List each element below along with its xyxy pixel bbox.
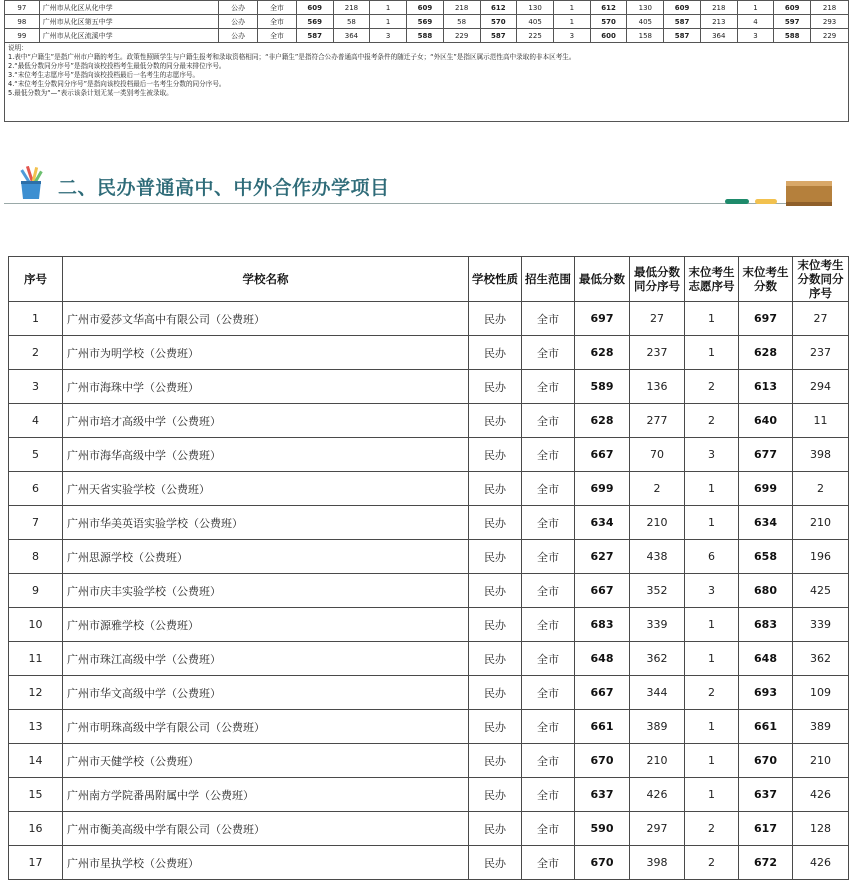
cell-no: 99 bbox=[5, 29, 40, 43]
header-school: 学校名称 bbox=[63, 257, 469, 302]
cell-min-rank: 344 bbox=[630, 676, 685, 710]
table-row bbox=[9, 540, 849, 574]
cell-type: 民办 bbox=[469, 778, 522, 812]
cell-last-rank: 109 bbox=[793, 676, 849, 710]
cell-c11: 405 bbox=[517, 15, 554, 29]
cell-min-rank: 277 bbox=[630, 404, 685, 438]
cell-c12: 3 bbox=[553, 29, 590, 43]
cell-last-rank: 425 bbox=[793, 574, 849, 608]
cell-no: 8 bbox=[9, 540, 63, 574]
cell-last-rank: 339 bbox=[793, 608, 849, 642]
cell-c7: 3 bbox=[370, 29, 407, 43]
table-row bbox=[9, 710, 849, 744]
cell-type: 民办 bbox=[469, 404, 522, 438]
cell-type: 民办 bbox=[469, 302, 522, 336]
cell-last-rank: 210 bbox=[793, 744, 849, 778]
table-row bbox=[9, 608, 849, 642]
cell-no: 98 bbox=[5, 15, 40, 29]
table-row bbox=[9, 506, 849, 540]
table-row bbox=[9, 778, 849, 812]
note-line: 3.“末位考生志愿序号”是指向该校投档最后一名考生的志愿序号。 bbox=[8, 71, 200, 79]
cell-c10: 570 bbox=[480, 15, 517, 29]
cell-min-score: 590 bbox=[575, 812, 630, 846]
cell-min-score: 628 bbox=[575, 336, 630, 370]
cell-c13: 570 bbox=[590, 15, 627, 29]
table-row bbox=[9, 812, 849, 846]
cell-last-choice: 2 bbox=[685, 404, 739, 438]
table-row bbox=[9, 302, 849, 336]
cell-school: 广州市明珠高级中学有限公司（公费班） bbox=[63, 710, 469, 744]
cell-range: 全市 bbox=[522, 438, 575, 472]
note-line: 5.最低分数为“—”表示该条计划无某一类别考生被录取。 bbox=[8, 89, 173, 97]
cell-school: 广州市星执学校（公费班） bbox=[63, 846, 469, 880]
cell-type: 民办 bbox=[469, 370, 522, 404]
cell-last-choice: 2 bbox=[685, 676, 739, 710]
cell-no: 3 bbox=[9, 370, 63, 404]
cell-last-score: 699 bbox=[739, 472, 793, 506]
cell-type: 民办 bbox=[469, 506, 522, 540]
admission-table bbox=[8, 256, 849, 880]
note-line: 说明： bbox=[8, 44, 28, 52]
cell-min-score: 670 bbox=[575, 744, 630, 778]
cell-type: 民办 bbox=[469, 472, 522, 506]
cell-last-choice: 1 bbox=[685, 744, 739, 778]
cell-last-score: 628 bbox=[739, 336, 793, 370]
cell-min-rank: 339 bbox=[630, 608, 685, 642]
book-stack-decoration bbox=[725, 180, 837, 206]
cell-no: 6 bbox=[9, 472, 63, 506]
cell-min-rank: 237 bbox=[630, 336, 685, 370]
cell-last-score: 693 bbox=[739, 676, 793, 710]
cell-c14: 405 bbox=[627, 15, 664, 29]
cell-min-rank: 210 bbox=[630, 744, 685, 778]
header-min-score: 最低分数 bbox=[575, 257, 630, 302]
cell-no: 16 bbox=[9, 812, 63, 846]
header-no: 序号 bbox=[9, 257, 63, 302]
cell-range: 全市 bbox=[522, 778, 575, 812]
cell-min-score: 667 bbox=[575, 676, 630, 710]
cell-c17: 4 bbox=[737, 15, 774, 29]
cell-c14: 158 bbox=[627, 29, 664, 43]
section-divider bbox=[4, 203, 827, 204]
cell-range: 全市 bbox=[522, 336, 575, 370]
cell-last-score: 661 bbox=[739, 710, 793, 744]
cell-c13: 600 bbox=[590, 29, 627, 43]
cell-last-choice: 2 bbox=[685, 846, 739, 880]
cell-type: 民办 bbox=[469, 812, 522, 846]
cell-school: 广州市爱莎文华高中有限公司（公费班） bbox=[63, 302, 469, 336]
cell-no: 14 bbox=[9, 744, 63, 778]
cell-min-score: 683 bbox=[575, 608, 630, 642]
cell-type: 民办 bbox=[469, 574, 522, 608]
cell-last-score: 697 bbox=[739, 302, 793, 336]
continued-table-body bbox=[5, 1, 849, 43]
cell-range: 全市 bbox=[258, 1, 297, 15]
cell-type: 公办 bbox=[219, 15, 258, 29]
cell-c9: 229 bbox=[443, 29, 480, 43]
table-row bbox=[5, 29, 849, 43]
cell-type: 民办 bbox=[469, 540, 522, 574]
cell-c15: 587 bbox=[664, 29, 701, 43]
cell-type: 民办 bbox=[469, 710, 522, 744]
cell-last-choice: 1 bbox=[685, 506, 739, 540]
cell-min-rank: 70 bbox=[630, 438, 685, 472]
cell-no: 13 bbox=[9, 710, 63, 744]
table-header-row bbox=[9, 257, 849, 302]
cell-last-choice: 1 bbox=[685, 642, 739, 676]
cell-last-score: 640 bbox=[739, 404, 793, 438]
cell-last-rank: 27 bbox=[793, 302, 849, 336]
cell-last-rank: 11 bbox=[793, 404, 849, 438]
cell-school: 广州市庆丰实验学校（公费班） bbox=[63, 574, 469, 608]
cell-min-score: 667 bbox=[575, 574, 630, 608]
cell-min-score: 697 bbox=[575, 302, 630, 336]
cell-range: 全市 bbox=[522, 574, 575, 608]
cell-range: 全市 bbox=[522, 370, 575, 404]
cell-c7: 1 bbox=[370, 15, 407, 29]
table-row bbox=[5, 15, 849, 29]
cell-range: 全市 bbox=[522, 472, 575, 506]
cell-min-score: 637 bbox=[575, 778, 630, 812]
cell-min-rank: 297 bbox=[630, 812, 685, 846]
cell-c6: 218 bbox=[333, 1, 370, 15]
header-min-score-rank: 最低分数同分序号 bbox=[630, 257, 685, 302]
cell-no: 5 bbox=[9, 438, 63, 472]
table-row bbox=[9, 370, 849, 404]
cell-min-score: 661 bbox=[575, 710, 630, 744]
cell-c10: 612 bbox=[480, 1, 517, 15]
cell-c19: 218 bbox=[811, 1, 849, 15]
cell-school: 广州思源学校（公费班） bbox=[63, 540, 469, 574]
cell-c8: 588 bbox=[407, 29, 444, 43]
cell-school: 广州市从化区第五中学 bbox=[39, 15, 219, 29]
cell-no: 11 bbox=[9, 642, 63, 676]
cell-no: 15 bbox=[9, 778, 63, 812]
cell-range: 全市 bbox=[522, 642, 575, 676]
cell-last-choice: 3 bbox=[685, 438, 739, 472]
cell-c10: 587 bbox=[480, 29, 517, 43]
cell-c18: 588 bbox=[774, 29, 811, 43]
cell-school: 广州市从化区流溪中学 bbox=[39, 29, 219, 43]
table-row bbox=[9, 744, 849, 778]
cell-c15: 609 bbox=[664, 1, 701, 15]
cell-c18: 597 bbox=[774, 15, 811, 29]
cell-c11: 225 bbox=[517, 29, 554, 43]
cell-min-score: 670 bbox=[575, 846, 630, 880]
cell-range: 全市 bbox=[258, 15, 297, 29]
cell-type: 民办 bbox=[469, 642, 522, 676]
cell-min-rank: 210 bbox=[630, 506, 685, 540]
cell-c14: 130 bbox=[627, 1, 664, 15]
cell-type: 民办 bbox=[469, 846, 522, 880]
cell-last-choice: 1 bbox=[685, 608, 739, 642]
header-last-choice: 末位考生志愿序号 bbox=[685, 257, 739, 302]
cell-school: 广州市华美英语实验学校（公费班） bbox=[63, 506, 469, 540]
table-row bbox=[5, 1, 849, 15]
table-row bbox=[9, 472, 849, 506]
note-line: 1.表中“户籍生”是指广州市户籍的考生。政策性照顾学生与户籍生报考和录取资格相同；“非户籍生”是指符合公办普通高中报考条件的随迁子女；“外区生”是指区属示范性高中录取的非本区考生。 bbox=[8, 53, 576, 61]
cell-c9: 58 bbox=[443, 15, 480, 29]
cell-c19: 229 bbox=[811, 29, 849, 43]
table-row bbox=[9, 846, 849, 880]
cell-last-rank: 398 bbox=[793, 438, 849, 472]
cell-school: 广州市华文高级中学（公费班） bbox=[63, 676, 469, 710]
cell-last-score: 677 bbox=[739, 438, 793, 472]
cell-min-rank: 27 bbox=[630, 302, 685, 336]
note-line: 4.“末位考生分数同分序号”是指向该校投档最后一名考生分数的同分序号。 bbox=[8, 80, 226, 88]
cell-range: 全市 bbox=[522, 846, 575, 880]
cell-type: 民办 bbox=[469, 336, 522, 370]
notes-block bbox=[4, 42, 849, 122]
cell-last-score: 672 bbox=[739, 846, 793, 880]
cell-min-score: 667 bbox=[575, 438, 630, 472]
cell-c16: 364 bbox=[700, 29, 737, 43]
cell-last-rank: 294 bbox=[793, 370, 849, 404]
cell-min-rank: 2 bbox=[630, 472, 685, 506]
cell-range: 全市 bbox=[522, 540, 575, 574]
cell-range: 全市 bbox=[522, 676, 575, 710]
cell-c16: 218 bbox=[700, 1, 737, 15]
cell-last-score: 680 bbox=[739, 574, 793, 608]
cell-c6: 58 bbox=[333, 15, 370, 29]
cell-no: 12 bbox=[9, 676, 63, 710]
header-last-rank: 末位考生分数同分序号 bbox=[793, 257, 849, 302]
cell-c17: 3 bbox=[737, 29, 774, 43]
continued-table-block bbox=[4, 0, 853, 122]
cell-school: 广州市珠江高级中学（公费班） bbox=[63, 642, 469, 676]
cell-min-score: 699 bbox=[575, 472, 630, 506]
cell-min-rank: 398 bbox=[630, 846, 685, 880]
cell-no: 7 bbox=[9, 506, 63, 540]
cell-type: 公办 bbox=[219, 29, 258, 43]
cell-no: 1 bbox=[9, 302, 63, 336]
table-row bbox=[9, 574, 849, 608]
cell-school: 广州南方学院番禺附属中学（公费班） bbox=[63, 778, 469, 812]
admission-table-body bbox=[9, 302, 849, 880]
cell-range: 全市 bbox=[522, 744, 575, 778]
cell-last-choice: 6 bbox=[685, 540, 739, 574]
cell-range: 全市 bbox=[522, 404, 575, 438]
cell-min-score: 589 bbox=[575, 370, 630, 404]
cell-c16: 213 bbox=[700, 15, 737, 29]
pencil-cup-icon bbox=[16, 166, 46, 200]
note-line: 2.“最低分数同分序号”是指向该校投档考生最低分数的同分最末排位序号。 bbox=[8, 62, 226, 70]
cell-school: 广州市海珠中学（公费班） bbox=[63, 370, 469, 404]
cell-no: 10 bbox=[9, 608, 63, 642]
cell-range: 全市 bbox=[258, 29, 297, 43]
cell-c12: 1 bbox=[553, 15, 590, 29]
cell-last-score: 617 bbox=[739, 812, 793, 846]
cell-no: 97 bbox=[5, 1, 40, 15]
cell-last-score: 648 bbox=[739, 642, 793, 676]
cell-last-choice: 1 bbox=[685, 778, 739, 812]
section-heading bbox=[0, 160, 857, 215]
cell-last-rank: 210 bbox=[793, 506, 849, 540]
cell-school: 广州市衡美高级中学有限公司（公费班） bbox=[63, 812, 469, 846]
cell-last-rank: 362 bbox=[793, 642, 849, 676]
cell-last-score: 658 bbox=[739, 540, 793, 574]
cell-c5: 569 bbox=[296, 15, 333, 29]
cell-school: 广州市培才高级中学（公费班） bbox=[63, 404, 469, 438]
table-row bbox=[9, 336, 849, 370]
cell-last-rank: 128 bbox=[793, 812, 849, 846]
cell-school: 广州市天健学校（公费班） bbox=[63, 744, 469, 778]
cell-no: 17 bbox=[9, 846, 63, 880]
cell-type: 民办 bbox=[469, 744, 522, 778]
cell-c5: 609 bbox=[296, 1, 333, 15]
cell-min-rank: 438 bbox=[630, 540, 685, 574]
cell-c8: 569 bbox=[407, 15, 444, 29]
cell-last-choice: 3 bbox=[685, 574, 739, 608]
section-title: 二、民办普通高中、中外合作办学项目 bbox=[58, 177, 390, 199]
cell-range: 全市 bbox=[522, 710, 575, 744]
table-row bbox=[9, 676, 849, 710]
cell-last-choice: 2 bbox=[685, 812, 739, 846]
cell-last-score: 683 bbox=[739, 608, 793, 642]
cell-last-score: 613 bbox=[739, 370, 793, 404]
cell-min-rank: 362 bbox=[630, 642, 685, 676]
header-last-score: 末位考生分数 bbox=[739, 257, 793, 302]
cell-school: 广州市海华高级中学（公费班） bbox=[63, 438, 469, 472]
cell-last-score: 634 bbox=[739, 506, 793, 540]
cell-last-choice: 1 bbox=[685, 472, 739, 506]
cell-last-rank: 426 bbox=[793, 778, 849, 812]
cell-c18: 609 bbox=[774, 1, 811, 15]
cell-c13: 612 bbox=[590, 1, 627, 15]
cell-min-score: 634 bbox=[575, 506, 630, 540]
cell-last-choice: 1 bbox=[685, 336, 739, 370]
cell-range: 全市 bbox=[522, 302, 575, 336]
cell-last-score: 637 bbox=[739, 778, 793, 812]
cell-c5: 587 bbox=[296, 29, 333, 43]
cell-school: 广州天省实验学校（公费班） bbox=[63, 472, 469, 506]
cell-last-rank: 237 bbox=[793, 336, 849, 370]
cell-last-rank: 426 bbox=[793, 846, 849, 880]
header-type: 学校性质 bbox=[469, 257, 522, 302]
cell-min-score: 627 bbox=[575, 540, 630, 574]
continued-table bbox=[4, 0, 849, 43]
cell-last-choice: 1 bbox=[685, 710, 739, 744]
cell-range: 全市 bbox=[522, 812, 575, 846]
cell-type: 公办 bbox=[219, 1, 258, 15]
cell-min-rank: 426 bbox=[630, 778, 685, 812]
cell-type: 民办 bbox=[469, 438, 522, 472]
cell-last-rank: 196 bbox=[793, 540, 849, 574]
cell-school: 广州市从化区从化中学 bbox=[39, 1, 219, 15]
cell-no: 9 bbox=[9, 574, 63, 608]
cell-min-rank: 136 bbox=[630, 370, 685, 404]
cell-min-rank: 389 bbox=[630, 710, 685, 744]
cell-last-rank: 2 bbox=[793, 472, 849, 506]
table-row bbox=[9, 404, 849, 438]
cell-c12: 1 bbox=[553, 1, 590, 15]
cell-type: 民办 bbox=[469, 608, 522, 642]
cell-last-rank: 389 bbox=[793, 710, 849, 744]
cell-last-score: 670 bbox=[739, 744, 793, 778]
cell-no: 2 bbox=[9, 336, 63, 370]
cell-c9: 218 bbox=[443, 1, 480, 15]
cell-last-choice: 2 bbox=[685, 370, 739, 404]
cell-range: 全市 bbox=[522, 506, 575, 540]
cell-no: 4 bbox=[9, 404, 63, 438]
cell-last-choice: 1 bbox=[685, 302, 739, 336]
table-row bbox=[9, 438, 849, 472]
cell-min-score: 648 bbox=[575, 642, 630, 676]
cell-min-score: 628 bbox=[575, 404, 630, 438]
cell-c19: 293 bbox=[811, 15, 849, 29]
cell-c7: 1 bbox=[370, 1, 407, 15]
cell-c11: 130 bbox=[517, 1, 554, 15]
cell-c15: 587 bbox=[664, 15, 701, 29]
cell-type: 民办 bbox=[469, 676, 522, 710]
cell-school: 广州市为明学校（公费班） bbox=[63, 336, 469, 370]
cell-c8: 609 bbox=[407, 1, 444, 15]
cell-school: 广州市源雅学校（公费班） bbox=[63, 608, 469, 642]
cell-range: 全市 bbox=[522, 608, 575, 642]
table-row bbox=[9, 642, 849, 676]
cell-c17: 1 bbox=[737, 1, 774, 15]
cell-min-rank: 352 bbox=[630, 574, 685, 608]
cell-c6: 364 bbox=[333, 29, 370, 43]
header-range: 招生范围 bbox=[522, 257, 575, 302]
